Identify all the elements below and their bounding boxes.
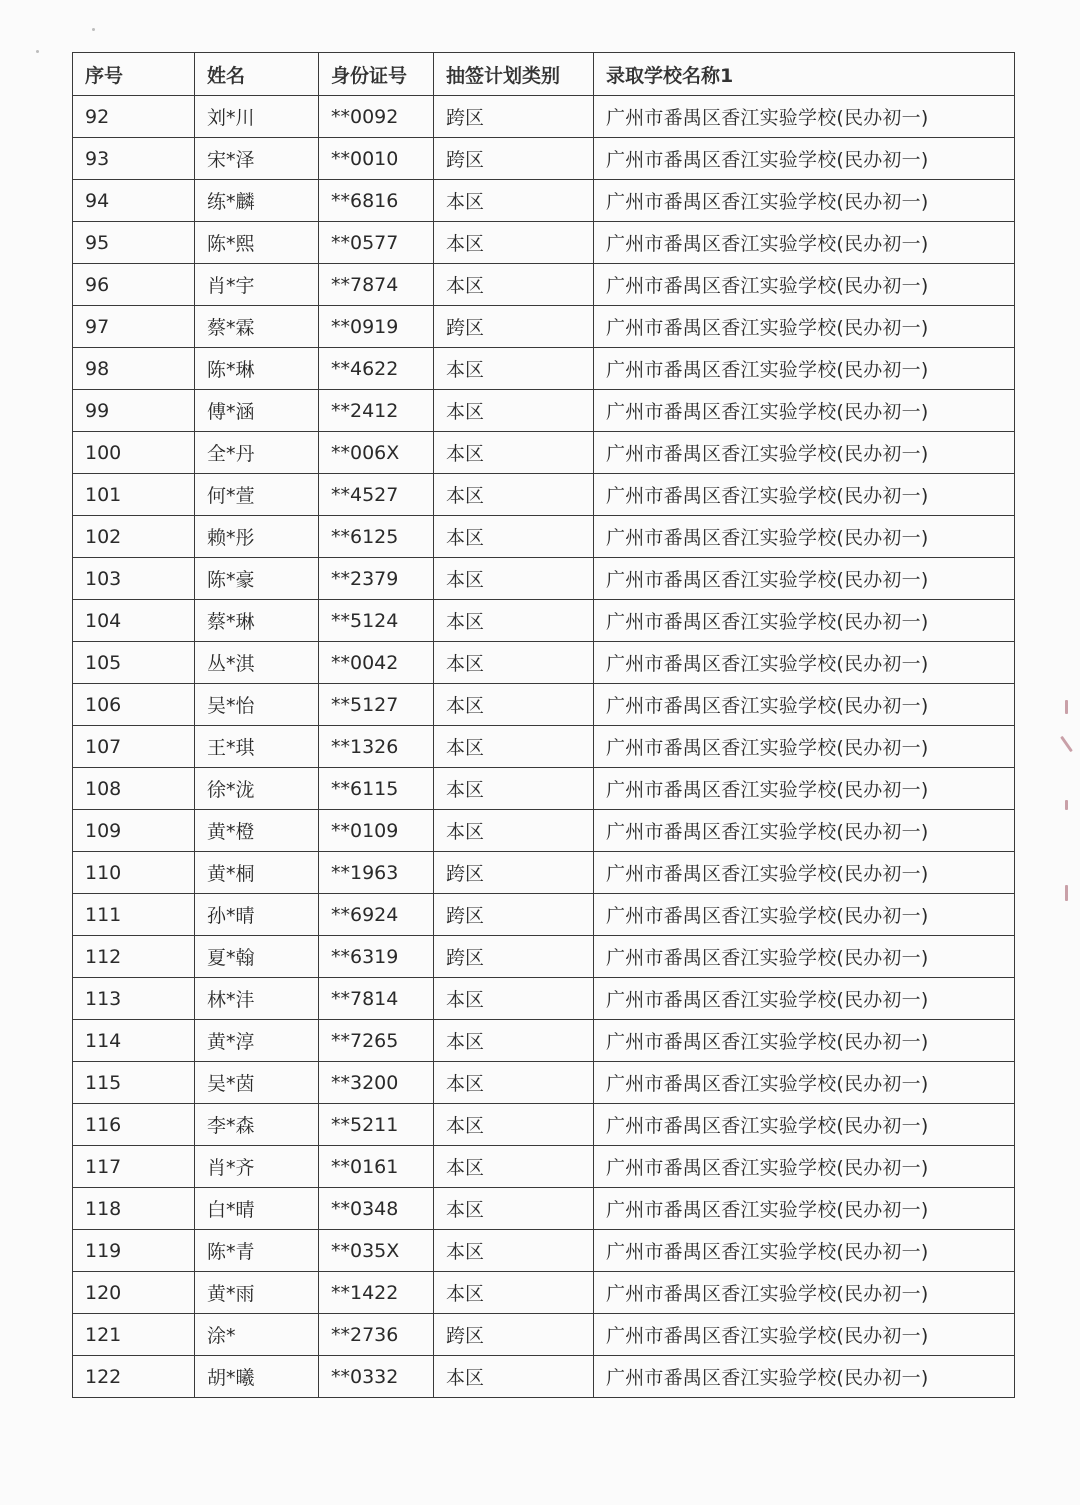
cell-name: 宋*泽 <box>195 138 319 180</box>
header-school-name: 录取学校名称1 <box>594 53 1015 96</box>
cell-seq: 112 <box>73 936 195 978</box>
cell-name: 赖*彤 <box>195 516 319 558</box>
header-seq: 序号 <box>73 53 195 96</box>
margin-mark <box>1060 736 1073 752</box>
cell-school-name: 广州市番禺区香江实验学校(民办初一) <box>594 642 1015 684</box>
margin-mark <box>1065 885 1068 901</box>
table-row <box>73 264 1015 306</box>
cell-id-number: **006X <box>319 432 434 474</box>
cell-seq: 122 <box>73 1356 195 1398</box>
table-row <box>73 222 1015 264</box>
cell-id-number: **035X <box>319 1230 434 1272</box>
cell-name: 吴*怡 <box>195 684 319 726</box>
cell-school-name: 广州市番禺区香江实验学校(民办初一) <box>594 852 1015 894</box>
admission-table <box>72 52 1015 1398</box>
cell-lottery-category: 跨区 <box>434 138 594 180</box>
cell-lottery-category: 本区 <box>434 1356 594 1398</box>
cell-school-name: 广州市番禺区香江实验学校(民办初一) <box>594 1314 1015 1356</box>
cell-seq: 106 <box>73 684 195 726</box>
cell-name: 丛*淇 <box>195 642 319 684</box>
cell-name: 王*琪 <box>195 726 319 768</box>
cell-school-name: 广州市番禺区香江实验学校(民办初一) <box>594 1188 1015 1230</box>
cell-school-name: 广州市番禺区香江实验学校(民办初一) <box>594 264 1015 306</box>
cell-name: 蔡*霖 <box>195 306 319 348</box>
cell-name: 陈*琳 <box>195 348 319 390</box>
cell-seq: 99 <box>73 390 195 432</box>
cell-seq: 110 <box>73 852 195 894</box>
cell-lottery-category: 跨区 <box>434 1314 594 1356</box>
cell-name: 孙*晴 <box>195 894 319 936</box>
cell-seq: 103 <box>73 558 195 600</box>
cell-id-number: **6319 <box>319 936 434 978</box>
cell-seq: 114 <box>73 1020 195 1062</box>
cell-school-name: 广州市番禺区香江实验学校(民办初一) <box>594 474 1015 516</box>
table-row <box>73 1188 1015 1230</box>
cell-id-number: **5127 <box>319 684 434 726</box>
scan-speck <box>92 28 95 31</box>
cell-name: 陈*青 <box>195 1230 319 1272</box>
admission-table-container <box>72 52 1014 1398</box>
cell-school-name: 广州市番禺区香江实验学校(民办初一) <box>594 180 1015 222</box>
cell-seq: 111 <box>73 894 195 936</box>
cell-school-name: 广州市番禺区香江实验学校(民办初一) <box>594 1104 1015 1146</box>
cell-seq: 109 <box>73 810 195 852</box>
table-row <box>73 768 1015 810</box>
cell-seq: 121 <box>73 1314 195 1356</box>
cell-id-number: **2379 <box>319 558 434 600</box>
table-row <box>73 516 1015 558</box>
cell-school-name: 广州市番禺区香江实验学校(民办初一) <box>594 894 1015 936</box>
cell-lottery-category: 本区 <box>434 768 594 810</box>
table-row <box>73 306 1015 348</box>
cell-lottery-category: 本区 <box>434 558 594 600</box>
cell-school-name: 广州市番禺区香江实验学校(民办初一) <box>594 348 1015 390</box>
table-row <box>73 474 1015 516</box>
cell-name: 陈*豪 <box>195 558 319 600</box>
cell-seq: 100 <box>73 432 195 474</box>
cell-id-number: **7814 <box>319 978 434 1020</box>
cell-id-number: **0348 <box>319 1188 434 1230</box>
cell-school-name: 广州市番禺区香江实验学校(民办初一) <box>594 936 1015 978</box>
cell-id-number: **6924 <box>319 894 434 936</box>
table-row <box>73 978 1015 1020</box>
cell-school-name: 广州市番禺区香江实验学校(民办初一) <box>594 684 1015 726</box>
table-row <box>73 138 1015 180</box>
cell-id-number: **7265 <box>319 1020 434 1062</box>
cell-lottery-category: 本区 <box>434 222 594 264</box>
cell-name: 涂* <box>195 1314 319 1356</box>
cell-id-number: **7874 <box>319 264 434 306</box>
cell-lottery-category: 跨区 <box>434 936 594 978</box>
cell-lottery-category: 本区 <box>434 390 594 432</box>
cell-id-number: **0161 <box>319 1146 434 1188</box>
cell-name: 黄*桐 <box>195 852 319 894</box>
cell-lottery-category: 本区 <box>434 810 594 852</box>
header-lottery-category: 抽签计划类别 <box>434 53 594 96</box>
table-row <box>73 180 1015 222</box>
table-row <box>73 936 1015 978</box>
cell-seq: 105 <box>73 642 195 684</box>
cell-id-number: **0042 <box>319 642 434 684</box>
cell-seq: 98 <box>73 348 195 390</box>
cell-id-number: **0092 <box>319 96 434 138</box>
cell-lottery-category: 本区 <box>434 1188 594 1230</box>
cell-id-number: **4527 <box>319 474 434 516</box>
cell-school-name: 广州市番禺区香江实验学校(民办初一) <box>594 432 1015 474</box>
cell-name: 全*丹 <box>195 432 319 474</box>
cell-seq: 104 <box>73 600 195 642</box>
cell-id-number: **0332 <box>319 1356 434 1398</box>
table-row <box>73 390 1015 432</box>
cell-id-number: **1326 <box>319 726 434 768</box>
cell-school-name: 广州市番禺区香江实验学校(民办初一) <box>594 306 1015 348</box>
cell-seq: 117 <box>73 1146 195 1188</box>
cell-seq: 102 <box>73 516 195 558</box>
cell-name: 胡*曦 <box>195 1356 319 1398</box>
cell-lottery-category: 跨区 <box>434 96 594 138</box>
margin-mark <box>1065 800 1068 810</box>
cell-lottery-category: 本区 <box>434 1104 594 1146</box>
cell-id-number: **6125 <box>319 516 434 558</box>
cell-seq: 96 <box>73 264 195 306</box>
table-row <box>73 1230 1015 1272</box>
cell-name: 夏*翰 <box>195 936 319 978</box>
cell-seq: 113 <box>73 978 195 1020</box>
table-row <box>73 1062 1015 1104</box>
cell-seq: 95 <box>73 222 195 264</box>
cell-name: 何*萱 <box>195 474 319 516</box>
cell-lottery-category: 本区 <box>434 1062 594 1104</box>
cell-name: 黄*淳 <box>195 1020 319 1062</box>
cell-school-name: 广州市番禺区香江实验学校(民办初一) <box>594 516 1015 558</box>
cell-lottery-category: 本区 <box>434 348 594 390</box>
cell-school-name: 广州市番禺区香江实验学校(民办初一) <box>594 1062 1015 1104</box>
cell-name: 陈*熙 <box>195 222 319 264</box>
table-row <box>73 348 1015 390</box>
cell-lottery-category: 本区 <box>434 726 594 768</box>
cell-lottery-category: 本区 <box>434 684 594 726</box>
cell-school-name: 广州市番禺区香江实验学校(民办初一) <box>594 600 1015 642</box>
table-header-row <box>73 53 1015 96</box>
cell-name: 李*森 <box>195 1104 319 1146</box>
cell-lottery-category: 本区 <box>434 264 594 306</box>
cell-id-number: **2412 <box>319 390 434 432</box>
table-row <box>73 810 1015 852</box>
cell-school-name: 广州市番禺区香江实验学校(民办初一) <box>594 978 1015 1020</box>
cell-seq: 92 <box>73 96 195 138</box>
cell-name: 黄*橙 <box>195 810 319 852</box>
cell-seq: 115 <box>73 1062 195 1104</box>
cell-name: 肖*齐 <box>195 1146 319 1188</box>
cell-school-name: 广州市番禺区香江实验学校(民办初一) <box>594 1230 1015 1272</box>
cell-school-name: 广州市番禺区香江实验学校(民办初一) <box>594 222 1015 264</box>
table-row <box>73 642 1015 684</box>
header-id-number: 身份证号 <box>319 53 434 96</box>
cell-school-name: 广州市番禺区香江实验学校(民办初一) <box>594 1020 1015 1062</box>
table-row <box>73 1272 1015 1314</box>
cell-id-number: **1422 <box>319 1272 434 1314</box>
cell-id-number: **6816 <box>319 180 434 222</box>
cell-lottery-category: 本区 <box>434 180 594 222</box>
cell-id-number: **3200 <box>319 1062 434 1104</box>
cell-seq: 119 <box>73 1230 195 1272</box>
cell-id-number: **0109 <box>319 810 434 852</box>
cell-id-number: **5211 <box>319 1104 434 1146</box>
cell-name: 吴*茵 <box>195 1062 319 1104</box>
cell-school-name: 广州市番禺区香江实验学校(民办初一) <box>594 1356 1015 1398</box>
cell-lottery-category: 本区 <box>434 1272 594 1314</box>
cell-lottery-category: 本区 <box>434 642 594 684</box>
cell-seq: 94 <box>73 180 195 222</box>
cell-name: 练*麟 <box>195 180 319 222</box>
cell-id-number: **1963 <box>319 852 434 894</box>
cell-school-name: 广州市番禺区香江实验学校(民办初一) <box>594 726 1015 768</box>
cell-lottery-category: 本区 <box>434 474 594 516</box>
cell-lottery-category: 跨区 <box>434 894 594 936</box>
cell-school-name: 广州市番禺区香江实验学校(民办初一) <box>594 810 1015 852</box>
cell-school-name: 广州市番禺区香江实验学校(民办初一) <box>594 138 1015 180</box>
cell-name: 林*沣 <box>195 978 319 1020</box>
table-row <box>73 600 1015 642</box>
cell-seq: 116 <box>73 1104 195 1146</box>
cell-id-number: **0010 <box>319 138 434 180</box>
cell-lottery-category: 本区 <box>434 600 594 642</box>
table-row <box>73 726 1015 768</box>
cell-id-number: **4622 <box>319 348 434 390</box>
margin-mark <box>1065 700 1068 714</box>
table-row <box>73 1356 1015 1398</box>
cell-seq: 97 <box>73 306 195 348</box>
cell-name: 肖*宇 <box>195 264 319 306</box>
cell-name: 傅*涵 <box>195 390 319 432</box>
cell-lottery-category: 本区 <box>434 978 594 1020</box>
table-row <box>73 1020 1015 1062</box>
header-name: 姓名 <box>195 53 319 96</box>
cell-seq: 120 <box>73 1272 195 1314</box>
cell-id-number: **2736 <box>319 1314 434 1356</box>
cell-name: 黄*雨 <box>195 1272 319 1314</box>
cell-id-number: **0577 <box>319 222 434 264</box>
cell-seq: 108 <box>73 768 195 810</box>
cell-school-name: 广州市番禺区香江实验学校(民办初一) <box>594 768 1015 810</box>
cell-lottery-category: 本区 <box>434 1020 594 1062</box>
cell-name: 刘*川 <box>195 96 319 138</box>
cell-name: 徐*泷 <box>195 768 319 810</box>
cell-lottery-category: 本区 <box>434 1230 594 1272</box>
cell-id-number: **5124 <box>319 600 434 642</box>
cell-seq: 93 <box>73 138 195 180</box>
table-row <box>73 684 1015 726</box>
cell-lottery-category: 跨区 <box>434 306 594 348</box>
cell-lottery-category: 本区 <box>434 432 594 474</box>
table-row <box>73 432 1015 474</box>
cell-school-name: 广州市番禺区香江实验学校(民办初一) <box>594 558 1015 600</box>
cell-lottery-category: 本区 <box>434 1146 594 1188</box>
cell-name: 白*晴 <box>195 1188 319 1230</box>
cell-school-name: 广州市番禺区香江实验学校(民办初一) <box>594 390 1015 432</box>
table-row <box>73 852 1015 894</box>
table-row <box>73 1314 1015 1356</box>
cell-seq: 101 <box>73 474 195 516</box>
cell-name: 蔡*琳 <box>195 600 319 642</box>
table-row <box>73 96 1015 138</box>
table-row <box>73 1104 1015 1146</box>
cell-lottery-category: 本区 <box>434 516 594 558</box>
scan-speck <box>36 50 39 53</box>
cell-lottery-category: 跨区 <box>434 852 594 894</box>
cell-id-number: **6115 <box>319 768 434 810</box>
cell-seq: 118 <box>73 1188 195 1230</box>
cell-school-name: 广州市番禺区香江实验学校(民办初一) <box>594 96 1015 138</box>
table-row <box>73 894 1015 936</box>
cell-id-number: **0919 <box>319 306 434 348</box>
table-row <box>73 1146 1015 1188</box>
cell-school-name: 广州市番禺区香江实验学校(民办初一) <box>594 1272 1015 1314</box>
cell-school-name: 广州市番禺区香江实验学校(民办初一) <box>594 1146 1015 1188</box>
cell-seq: 107 <box>73 726 195 768</box>
table-row <box>73 558 1015 600</box>
